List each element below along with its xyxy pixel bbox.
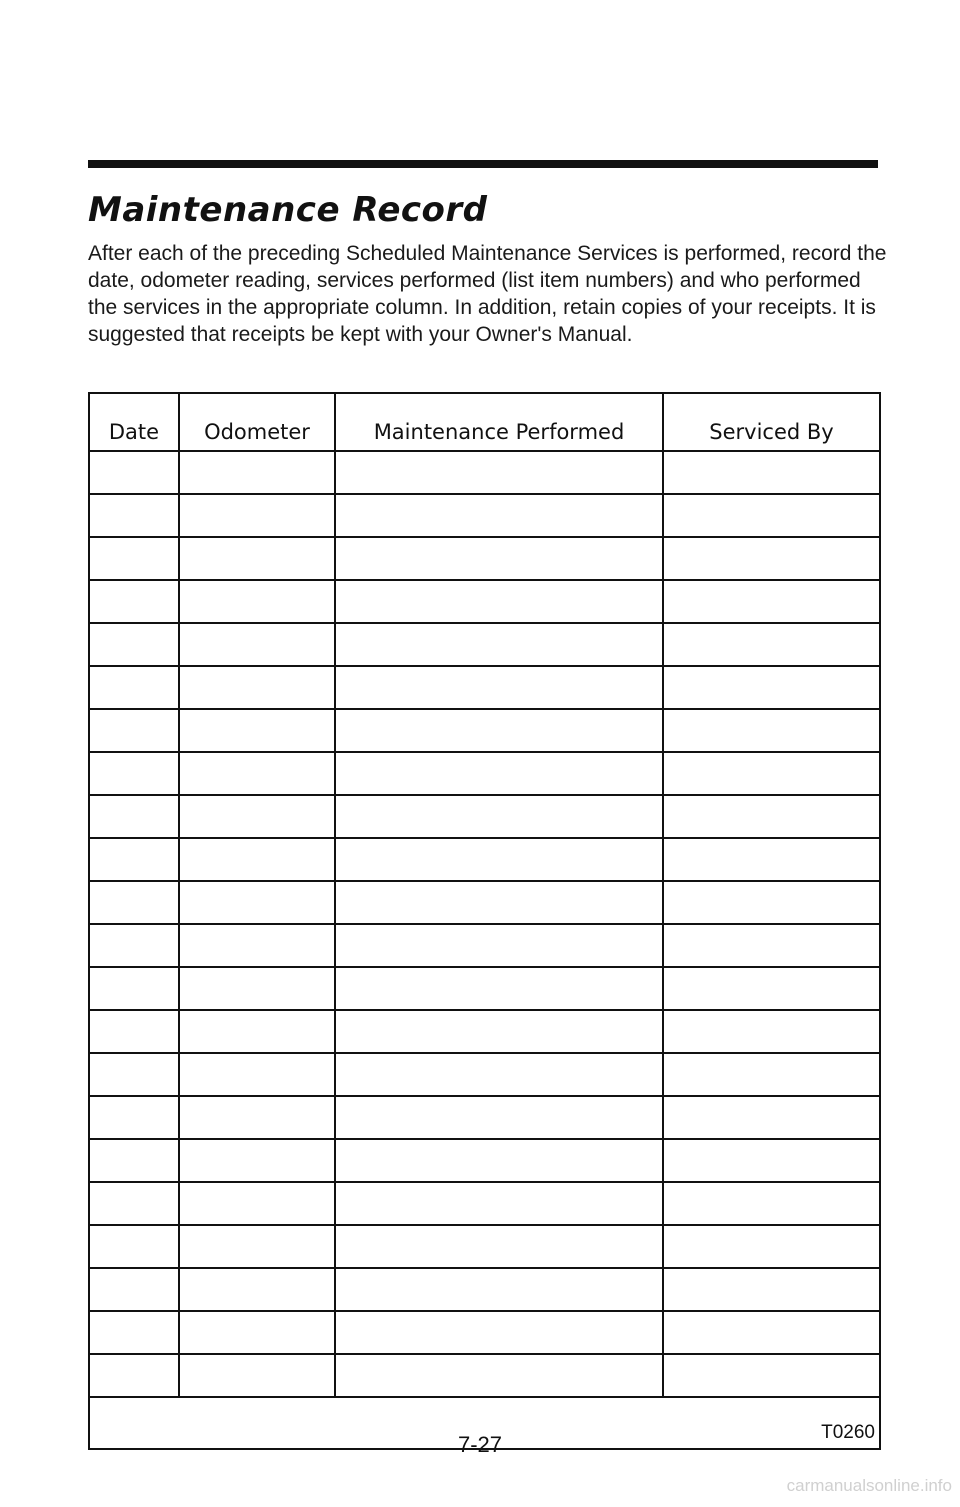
odometer-cell <box>179 924 335 967</box>
serviced-by-cell <box>663 1268 880 1311</box>
serviced-by-cell <box>663 838 880 881</box>
table-row <box>89 967 880 1010</box>
maintenance-cell <box>335 1010 663 1053</box>
top-rule <box>88 160 878 168</box>
table-row <box>89 795 880 838</box>
serviced-by-cell <box>663 881 880 924</box>
table-row <box>89 494 880 537</box>
odometer-cell <box>179 1053 335 1096</box>
table-row <box>89 537 880 580</box>
odometer-cell <box>179 1010 335 1053</box>
table-row <box>89 1354 880 1397</box>
serviced-by-cell <box>663 1010 880 1053</box>
odometer-cell <box>179 1139 335 1182</box>
date-cell <box>89 1268 179 1311</box>
maintenance-cell <box>335 881 663 924</box>
odometer-cell <box>179 1268 335 1311</box>
date-cell <box>89 752 179 795</box>
odometer-cell <box>179 494 335 537</box>
date-cell <box>89 709 179 752</box>
odometer-cell <box>179 967 335 1010</box>
odometer-cell <box>179 666 335 709</box>
odometer-cell <box>179 451 335 494</box>
serviced-by-cell <box>663 1182 880 1225</box>
odometer-cell <box>179 838 335 881</box>
date-cell <box>89 1139 179 1182</box>
maintenance-cell <box>335 752 663 795</box>
date-cell <box>89 795 179 838</box>
date-cell <box>89 1182 179 1225</box>
serviced-by-cell <box>663 795 880 838</box>
intro-paragraph: After each of the preceding Scheduled Maintenance Services is performed, record the date, odometer reading, services performed (list item numbers) and who performed the services in the appropriate column. In addition, retain copies of your receipts. It is suggested that receipts be kept with your Owner's Manual. <box>88 242 887 346</box>
serviced-by-cell <box>663 924 880 967</box>
watermark: carmanualsonline.info <box>786 1476 952 1495</box>
odometer-cell <box>179 881 335 924</box>
table-row <box>89 1225 880 1268</box>
table-row <box>89 451 880 494</box>
serviced-by-cell <box>663 1053 880 1096</box>
maintenance-cell <box>335 1053 663 1096</box>
odometer-cell <box>179 537 335 580</box>
table-row <box>89 924 880 967</box>
date-cell <box>89 580 179 623</box>
maintenance-cell <box>335 666 663 709</box>
serviced-by-cell <box>663 709 880 752</box>
figure-code: T0260 <box>89 1397 880 1449</box>
maintenance-cell <box>335 623 663 666</box>
odometer-cell <box>179 752 335 795</box>
maintenance-cell <box>335 1268 663 1311</box>
table-row <box>89 1268 880 1311</box>
table-row <box>89 623 880 666</box>
serviced-by-cell <box>663 666 880 709</box>
odometer-cell <box>179 580 335 623</box>
serviced-by-cell <box>663 1311 880 1354</box>
serviced-by-cell <box>663 451 880 494</box>
header-odometer: Odometer <box>179 393 335 451</box>
date-cell <box>89 494 179 537</box>
header-date: Date <box>89 393 179 451</box>
maintenance-cell <box>335 795 663 838</box>
serviced-by-cell <box>663 1096 880 1139</box>
date-cell <box>89 1311 179 1354</box>
page-number: 7-27 <box>457 1432 503 1457</box>
date-cell <box>89 967 179 1010</box>
table-row <box>89 580 880 623</box>
maintenance-cell <box>335 838 663 881</box>
table-row <box>89 1053 880 1096</box>
table-row <box>89 1139 880 1182</box>
serviced-by-cell <box>663 752 880 795</box>
maintenance-cell <box>335 1096 663 1139</box>
maintenance-cell <box>335 451 663 494</box>
table-row <box>89 1010 880 1053</box>
table-body <box>89 451 880 1397</box>
maintenance-cell <box>335 494 663 537</box>
date-cell <box>89 537 179 580</box>
date-cell <box>89 1010 179 1053</box>
serviced-by-cell <box>663 623 880 666</box>
odometer-cell <box>179 1096 335 1139</box>
odometer-cell <box>179 623 335 666</box>
serviced-by-cell <box>663 537 880 580</box>
serviced-by-cell <box>663 1139 880 1182</box>
table-header-row <box>89 393 880 451</box>
serviced-by-cell <box>663 967 880 1010</box>
date-cell <box>89 838 179 881</box>
serviced-by-cell <box>663 1354 880 1397</box>
serviced-by-cell <box>663 580 880 623</box>
maintenance-cell <box>335 1354 663 1397</box>
date-cell <box>89 1096 179 1139</box>
date-cell <box>89 881 179 924</box>
table-row <box>89 1311 880 1354</box>
table-row <box>89 838 880 881</box>
table-row <box>89 752 880 795</box>
date-cell <box>89 666 179 709</box>
maintenance-cell <box>335 1225 663 1268</box>
maintenance-cell <box>335 924 663 967</box>
header-maintenance-performed: Maintenance Performed <box>335 393 663 451</box>
table-row <box>89 881 880 924</box>
maintenance-cell <box>335 709 663 752</box>
page-title: Maintenance Record <box>88 190 488 230</box>
odometer-cell <box>179 1354 335 1397</box>
maintenance-cell <box>335 1182 663 1225</box>
header-serviced-by: Serviced By <box>663 393 880 451</box>
maintenance-cell <box>335 537 663 580</box>
maintenance-cell <box>335 1311 663 1354</box>
date-cell <box>89 623 179 666</box>
serviced-by-cell <box>663 494 880 537</box>
date-cell <box>89 1053 179 1096</box>
date-cell <box>89 1354 179 1397</box>
maintenance-record-table <box>88 392 881 1450</box>
date-cell <box>89 451 179 494</box>
serviced-by-cell <box>663 1225 880 1268</box>
odometer-cell <box>179 709 335 752</box>
table-row <box>89 1182 880 1225</box>
maintenance-cell <box>335 967 663 1010</box>
maintenance-cell <box>335 580 663 623</box>
odometer-cell <box>179 1311 335 1354</box>
odometer-cell <box>179 795 335 838</box>
table-row <box>89 1096 880 1139</box>
date-cell <box>89 924 179 967</box>
odometer-cell <box>179 1225 335 1268</box>
table-row <box>89 709 880 752</box>
date-cell <box>89 1225 179 1268</box>
odometer-cell <box>179 1182 335 1225</box>
maintenance-cell <box>335 1139 663 1182</box>
table-row <box>89 666 880 709</box>
